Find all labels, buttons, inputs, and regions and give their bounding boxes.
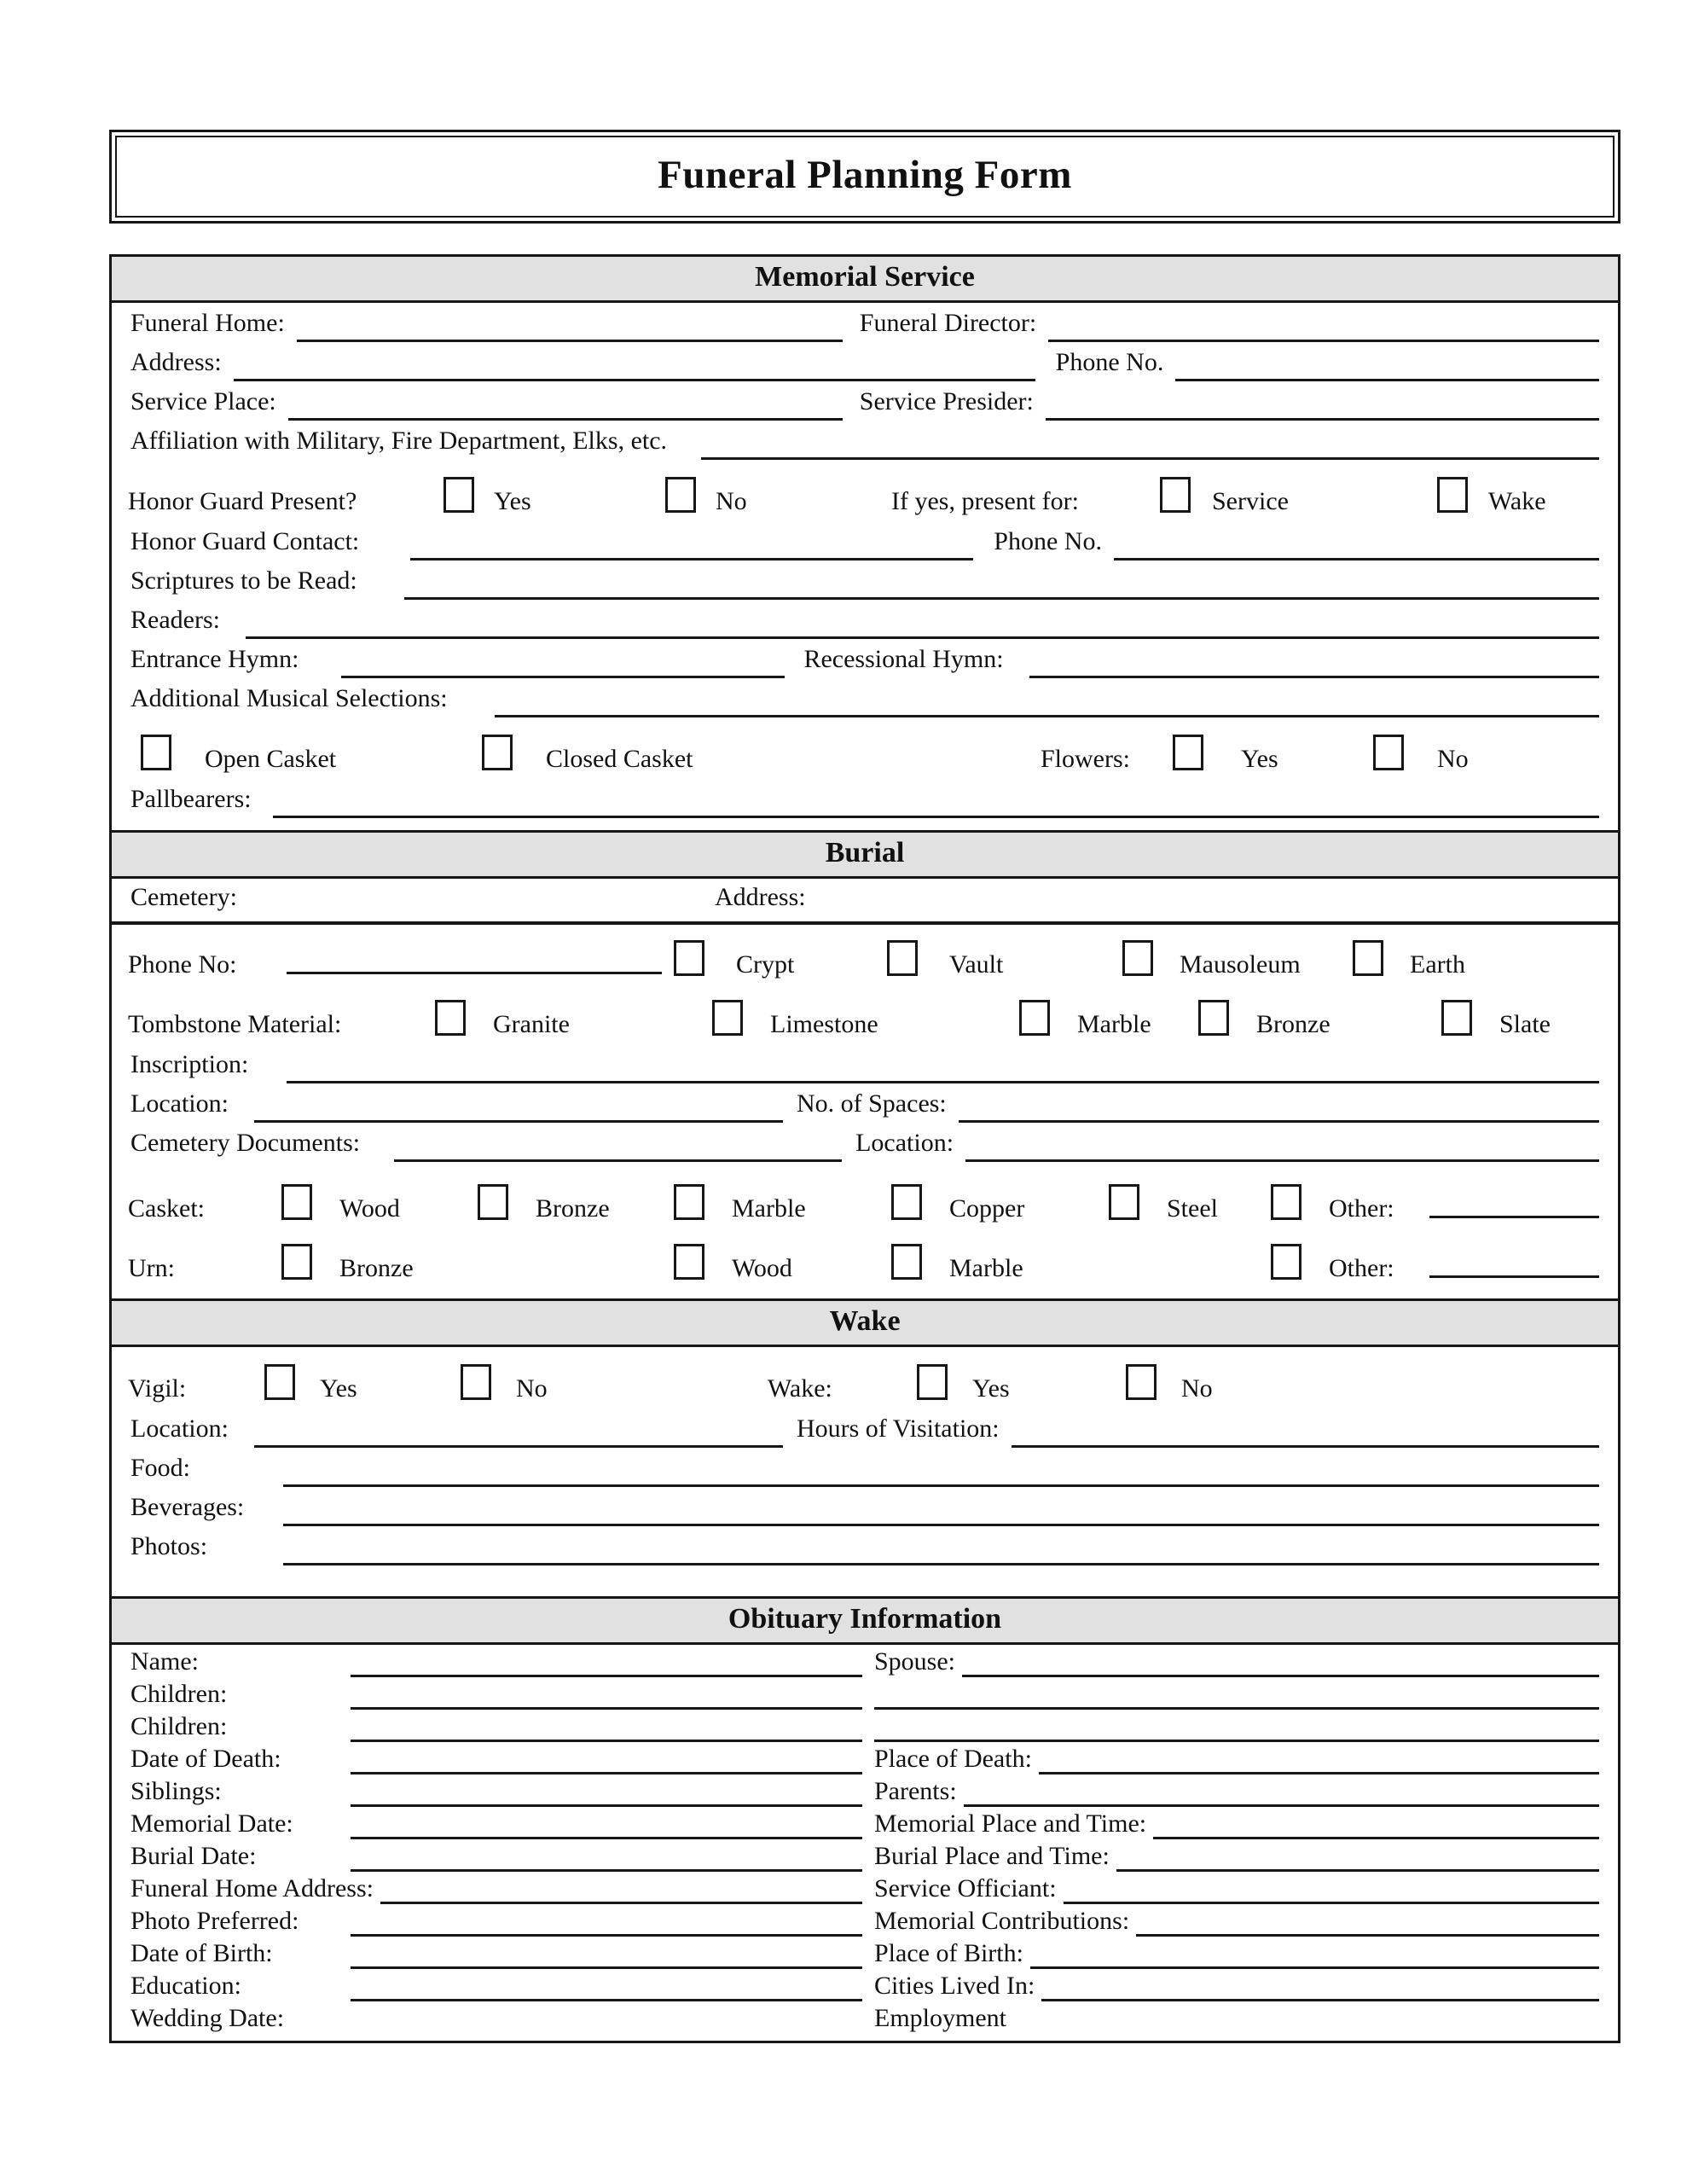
service-officiant-input[interactable] bbox=[1064, 1876, 1599, 1904]
urn-material-row bbox=[112, 1228, 1618, 1288]
honor-guard-phone-input[interactable] bbox=[1114, 526, 1599, 561]
open-casket-label: Open Casket bbox=[205, 745, 337, 773]
casket-bronze-label: Bronze bbox=[536, 1194, 610, 1223]
vigil-no-checkbox[interactable] bbox=[461, 1364, 491, 1400]
spacer bbox=[112, 1347, 1618, 1354]
obituary-row-memorial-date bbox=[112, 1807, 1618, 1839]
flowers-no-label: No bbox=[1437, 745, 1469, 773]
entrance-hymn-input[interactable] bbox=[341, 643, 785, 678]
wake-question-label: Wake: bbox=[768, 1374, 832, 1403]
beverages-row bbox=[112, 1487, 1618, 1526]
scriptures-label: Scriptures to be Read: bbox=[130, 566, 357, 595]
siblings-label: Siblings: bbox=[130, 1777, 222, 1805]
obituary-row-death bbox=[112, 1742, 1618, 1774]
form-content bbox=[109, 130, 1620, 2043]
cemetery-label: Cemetery: bbox=[130, 883, 237, 911]
granite-checkbox[interactable] bbox=[435, 1000, 466, 1036]
honor-guard-phone-label: Phone No. bbox=[994, 527, 1102, 555]
memorial-place-time-input[interactable] bbox=[1153, 1811, 1599, 1839]
obituary-row-name bbox=[112, 1645, 1618, 1677]
wedding-date-label: Wedding Date: bbox=[130, 2004, 285, 2032]
casket-copper-label: Copper bbox=[949, 1194, 1025, 1223]
entrance-hymn-row bbox=[112, 639, 1618, 678]
honor-guard-no-checkbox[interactable] bbox=[665, 477, 696, 513]
casket-steel-checkbox[interactable] bbox=[1109, 1184, 1139, 1220]
slate-label: Slate bbox=[1499, 1010, 1551, 1038]
inscription-label: Inscription: bbox=[130, 1050, 249, 1078]
memorial-date-label: Memorial Date: bbox=[130, 1809, 293, 1838]
children-label: Children: bbox=[130, 1712, 228, 1740]
tombstone-row bbox=[112, 985, 1618, 1044]
food-label: Food: bbox=[130, 1454, 191, 1482]
burial-location-label: Location: bbox=[130, 1089, 229, 1118]
children-input-right[interactable] bbox=[874, 1714, 1599, 1742]
present-for-service-label: Service bbox=[1212, 487, 1289, 515]
place-of-birth-input[interactable] bbox=[1030, 1941, 1599, 1969]
spacer bbox=[112, 818, 1618, 830]
burial-location-input[interactable] bbox=[254, 1088, 783, 1123]
service-place-row bbox=[112, 381, 1618, 421]
photo-preferred-input[interactable] bbox=[351, 1908, 862, 1937]
education-input[interactable] bbox=[351, 1973, 862, 2001]
spacer bbox=[112, 1162, 1618, 1169]
cities-lived-in-input[interactable] bbox=[1041, 1973, 1599, 2001]
employment-label: Employment bbox=[874, 2004, 1006, 2032]
parents-input[interactable] bbox=[964, 1779, 1599, 1807]
affiliation-label: Affiliation with Military, Fire Department, Elks, etc. bbox=[130, 427, 668, 455]
casket-other-label: Other: bbox=[1329, 1194, 1394, 1223]
wake-location-label: Location: bbox=[130, 1414, 229, 1443]
place-of-death-input[interactable] bbox=[1039, 1746, 1599, 1774]
obituary-row-children-2 bbox=[112, 1710, 1618, 1742]
scriptures-row bbox=[112, 561, 1618, 600]
casket-label: Casket: bbox=[128, 1194, 205, 1223]
casket-display-row bbox=[112, 724, 1618, 779]
spouse-input[interactable] bbox=[962, 1649, 1599, 1677]
burial-place-time-input[interactable] bbox=[1116, 1844, 1599, 1872]
flowers-yes-label: Yes bbox=[1241, 745, 1278, 773]
date-of-death-input[interactable] bbox=[351, 1746, 862, 1774]
funeral-home-label: Funeral Home: bbox=[130, 309, 285, 337]
urn-other-label: Other: bbox=[1329, 1254, 1394, 1282]
address-input[interactable] bbox=[234, 346, 1035, 381]
wake-yes-checkbox[interactable] bbox=[917, 1364, 948, 1400]
earth-label: Earth bbox=[1410, 950, 1465, 979]
flowers-label: Flowers: bbox=[1041, 745, 1130, 773]
service-place-input[interactable] bbox=[288, 386, 843, 421]
pallbearers-row bbox=[112, 779, 1618, 818]
affiliation-row bbox=[112, 421, 1618, 460]
burial-phone-row bbox=[112, 925, 1618, 985]
pallbearers-input[interactable] bbox=[273, 783, 1599, 818]
honor-guard-present-label: Honor Guard Present? bbox=[128, 487, 357, 515]
present-for-wake-label: Wake bbox=[1488, 487, 1546, 515]
casket-steel-label: Steel bbox=[1167, 1194, 1218, 1223]
documents-location-input[interactable] bbox=[965, 1127, 1599, 1162]
phone-no-input[interactable] bbox=[1175, 346, 1599, 381]
honor-guard-contact-row bbox=[112, 521, 1618, 561]
no-of-spaces-label: No. of Spaces: bbox=[796, 1089, 947, 1118]
urn-bronze-checkbox[interactable] bbox=[281, 1244, 312, 1280]
granite-label: Granite bbox=[493, 1010, 570, 1038]
honor-guard-yes-label: Yes bbox=[494, 487, 531, 515]
bronze-checkbox[interactable] bbox=[1198, 1000, 1229, 1036]
section-header-obituary: Obituary Information bbox=[112, 1596, 1618, 1645]
children-input[interactable] bbox=[351, 1714, 862, 1742]
inscription-row bbox=[112, 1044, 1618, 1083]
service-officiant-label: Service Officiant: bbox=[874, 1874, 1057, 1902]
food-row bbox=[112, 1448, 1618, 1487]
beverages-label: Beverages: bbox=[130, 1493, 245, 1521]
cities-lived-in-label: Cities Lived In: bbox=[874, 1972, 1035, 2000]
obituary-row-education bbox=[112, 1969, 1618, 2001]
if-yes-present-for-label: If yes, present for: bbox=[891, 487, 1079, 515]
additional-musical-row bbox=[112, 678, 1618, 717]
vault-label: Vault bbox=[949, 950, 1004, 979]
photos-row bbox=[112, 1526, 1618, 1565]
beverages-input[interactable] bbox=[283, 1491, 1599, 1526]
casket-wood-label: Wood bbox=[339, 1194, 400, 1223]
casket-bronze-checkbox[interactable] bbox=[478, 1184, 508, 1220]
burial-location-row bbox=[112, 1083, 1618, 1123]
vigil-row bbox=[112, 1354, 1618, 1409]
urn-marble-checkbox[interactable] bbox=[891, 1244, 922, 1280]
service-presider-label: Service Presider: bbox=[859, 387, 1034, 415]
mausoleum-label: Mausoleum bbox=[1180, 950, 1301, 979]
spacer bbox=[112, 460, 1618, 467]
tombstone-material-label: Tombstone Material: bbox=[128, 1010, 342, 1038]
funeral-director-label: Funeral Director: bbox=[859, 309, 1037, 337]
date-of-birth-input[interactable] bbox=[351, 1941, 862, 1969]
memorial-contributions-input[interactable] bbox=[1136, 1908, 1599, 1937]
cemetery-documents-input[interactable] bbox=[394, 1127, 842, 1162]
flowers-no-checkbox[interactable] bbox=[1373, 735, 1404, 770]
funeral-home-row bbox=[112, 303, 1618, 342]
cemetery-address-label: Address: bbox=[714, 883, 806, 911]
cemetery-documents-label: Cemetery Documents: bbox=[130, 1129, 361, 1157]
present-for-wake-checkbox[interactable] bbox=[1437, 477, 1468, 513]
spacer bbox=[112, 717, 1618, 724]
children-label: Children: bbox=[130, 1680, 228, 1708]
spouse-label: Spouse: bbox=[874, 1647, 956, 1676]
wake-no-checkbox[interactable] bbox=[1126, 1364, 1157, 1400]
earth-checkbox[interactable] bbox=[1353, 940, 1383, 976]
parents-label: Parents: bbox=[874, 1777, 957, 1805]
burial-place-time-label: Burial Place and Time: bbox=[874, 1842, 1110, 1870]
closed-casket-checkbox[interactable] bbox=[482, 735, 513, 770]
obituary-row-burial-date bbox=[112, 1839, 1618, 1872]
burial-date-label: Burial Date: bbox=[130, 1842, 257, 1870]
casket-wood-checkbox[interactable] bbox=[281, 1184, 312, 1220]
vigil-yes-checkbox[interactable] bbox=[264, 1364, 295, 1400]
vault-checkbox[interactable] bbox=[887, 940, 918, 976]
name-label: Name: bbox=[130, 1647, 199, 1676]
section-header-memorial-service: Memorial Service bbox=[112, 257, 1618, 303]
burial-date-input[interactable] bbox=[351, 1844, 862, 1872]
photo-preferred-label: Photo Preferred: bbox=[130, 1907, 299, 1935]
phone-no-label: Phone No. bbox=[1055, 348, 1164, 376]
wake-yes-label: Yes bbox=[972, 1374, 1010, 1403]
honor-guard-yes-checkbox[interactable] bbox=[443, 477, 474, 513]
marble-label: Marble bbox=[1077, 1010, 1151, 1038]
limestone-checkbox[interactable] bbox=[712, 1000, 743, 1036]
obituary-row-siblings bbox=[112, 1774, 1618, 1807]
photos-input[interactable] bbox=[283, 1531, 1599, 1565]
children-input-right[interactable] bbox=[874, 1682, 1599, 1710]
hours-of-visitation-input[interactable] bbox=[1012, 1413, 1599, 1448]
pallbearers-label: Pallbearers: bbox=[130, 785, 252, 813]
scriptures-input[interactable] bbox=[404, 565, 1599, 600]
casket-marble-label: Marble bbox=[732, 1194, 806, 1223]
memorial-place-time-label: Memorial Place and Time: bbox=[874, 1809, 1147, 1838]
open-casket-checkbox[interactable] bbox=[141, 735, 171, 770]
additional-musical-input[interactable] bbox=[495, 682, 1599, 717]
siblings-input[interactable] bbox=[351, 1779, 862, 1807]
urn-other-checkbox[interactable] bbox=[1271, 1244, 1301, 1280]
casket-other-checkbox[interactable] bbox=[1271, 1184, 1301, 1220]
children-input[interactable] bbox=[351, 1682, 862, 1710]
section-header-wake: Wake bbox=[112, 1298, 1618, 1347]
vigil-label: Vigil: bbox=[128, 1374, 187, 1403]
funeral-home-input[interactable] bbox=[297, 307, 843, 342]
honor-guard-contact-input[interactable] bbox=[410, 526, 973, 561]
obituary-row-photo bbox=[112, 1904, 1618, 1937]
date-of-birth-label: Date of Birth: bbox=[130, 1939, 273, 1967]
cemetery-row bbox=[112, 879, 1618, 925]
urn-marble-label: Marble bbox=[949, 1254, 1023, 1282]
limestone-label: Limestone bbox=[770, 1010, 878, 1038]
section-header-burial: Burial bbox=[112, 830, 1618, 879]
honor-guard-no-label: No bbox=[716, 487, 747, 515]
funeral-home-address-label: Funeral Home Address: bbox=[130, 1874, 374, 1902]
documents-location-label: Location: bbox=[855, 1129, 954, 1157]
recessional-hymn-label: Recessional Hymn: bbox=[803, 645, 1004, 673]
memorial-contributions-label: Memorial Contributions: bbox=[874, 1907, 1130, 1935]
vigil-no-label: No bbox=[516, 1374, 548, 1403]
bronze-label: Bronze bbox=[1256, 1010, 1330, 1038]
address-row bbox=[112, 342, 1618, 381]
entrance-hymn-label: Entrance Hymn: bbox=[130, 645, 299, 673]
obituary-row-wedding bbox=[112, 2001, 1618, 2041]
slate-checkbox[interactable] bbox=[1441, 1000, 1472, 1036]
funeral-director-input[interactable] bbox=[1048, 307, 1599, 342]
spacer bbox=[112, 1288, 1618, 1298]
present-for-service-checkbox[interactable] bbox=[1160, 477, 1191, 513]
wake-no-label: No bbox=[1181, 1374, 1213, 1403]
flowers-yes-checkbox[interactable] bbox=[1173, 735, 1203, 770]
crypt-label: Crypt bbox=[736, 950, 795, 979]
food-input[interactable] bbox=[283, 1452, 1599, 1487]
recessional-hymn-input[interactable] bbox=[1029, 643, 1599, 678]
wake-location-row bbox=[112, 1409, 1618, 1448]
urn-other-input[interactable] bbox=[1429, 1275, 1599, 1278]
planning-form bbox=[109, 254, 1620, 2043]
crypt-checkbox[interactable] bbox=[674, 940, 704, 976]
page-title: Funeral Planning Form bbox=[115, 136, 1615, 218]
form-title-box bbox=[109, 130, 1620, 224]
marble-checkbox[interactable] bbox=[1019, 1000, 1050, 1036]
urn-wood-checkbox[interactable] bbox=[674, 1244, 704, 1280]
burial-phone-label: Phone No: bbox=[128, 950, 237, 979]
hours-of-visitation-label: Hours of Visitation: bbox=[796, 1414, 1000, 1443]
education-label: Education: bbox=[130, 1972, 241, 2000]
service-place-label: Service Place: bbox=[130, 387, 276, 415]
inscription-input[interactable] bbox=[287, 1048, 1599, 1083]
additional-musical-label: Additional Musical Selections: bbox=[130, 684, 448, 712]
vigil-yes-label: Yes bbox=[320, 1374, 357, 1403]
service-presider-input[interactable] bbox=[1046, 386, 1599, 421]
address-label: Address: bbox=[130, 348, 222, 376]
honor-guard-contact-label: Honor Guard Contact: bbox=[130, 527, 360, 555]
place-of-birth-label: Place of Birth: bbox=[874, 1939, 1023, 1967]
wake-location-input[interactable] bbox=[254, 1413, 783, 1448]
name-input[interactable] bbox=[351, 1649, 862, 1677]
closed-casket-label: Closed Casket bbox=[546, 745, 693, 773]
cemetery-documents-row bbox=[112, 1123, 1618, 1162]
readers-row bbox=[112, 600, 1618, 639]
obituary-row-children-1 bbox=[112, 1677, 1618, 1710]
casket-other-input[interactable] bbox=[1429, 1216, 1599, 1218]
urn-wood-label: Wood bbox=[732, 1254, 792, 1282]
readers-label: Readers: bbox=[130, 606, 220, 634]
photos-label: Photos: bbox=[130, 1532, 208, 1560]
urn-label: Urn: bbox=[128, 1254, 175, 1282]
no-of-spaces-input[interactable] bbox=[959, 1088, 1599, 1123]
mausoleum-checkbox[interactable] bbox=[1122, 940, 1153, 976]
casket-copper-checkbox[interactable] bbox=[891, 1184, 922, 1220]
affiliation-input[interactable] bbox=[701, 425, 1599, 460]
casket-marble-checkbox[interactable] bbox=[674, 1184, 704, 1220]
honor-guard-row bbox=[112, 467, 1618, 521]
obituary-row-birth bbox=[112, 1937, 1618, 1969]
urn-bronze-label: Bronze bbox=[339, 1254, 414, 1282]
casket-material-row bbox=[112, 1169, 1618, 1228]
date-of-death-label: Date of Death: bbox=[130, 1745, 281, 1773]
spacer bbox=[112, 1565, 1618, 1596]
place-of-death-label: Place of Death: bbox=[874, 1745, 1032, 1773]
funeral-home-address-input[interactable] bbox=[380, 1876, 862, 1904]
memorial-date-input[interactable] bbox=[351, 1811, 862, 1839]
burial-phone-input[interactable] bbox=[287, 972, 662, 974]
readers-input[interactable] bbox=[246, 604, 1599, 639]
obituary-row-funeral-home bbox=[112, 1872, 1618, 1904]
